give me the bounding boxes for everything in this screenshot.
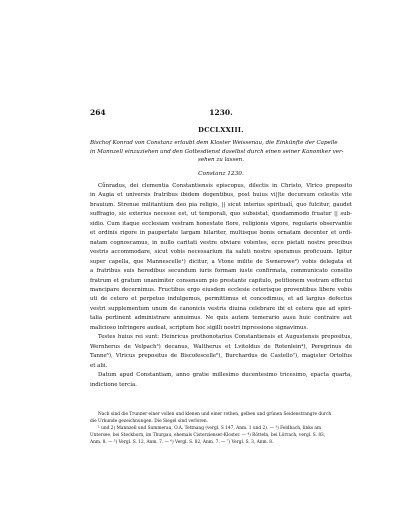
document-number: DCCLXXIII. xyxy=(198,126,244,134)
charter-line: natam cognoscamus, in nullo caritati vestre obviare volentes, ecce pietati nostre precibus xyxy=(90,239,352,246)
charter-line: talia pertinent administrare annuimus. Ne quis autem temerario ausu huic contraire aut xyxy=(90,315,352,322)
charter-line: mancipare decernimus. Fructibus ergo eiusdem ecclesie ceterisque proventibus libere vobis xyxy=(90,286,352,293)
charter-line: Datum apud Constantiam, anno gratie millesimo ducentesimo tricesimo, epacta quarta, xyxy=(98,372,352,379)
charter-line: Testes huius rei sunt: Heinricus prothonotarius Constantiensis et Augustensis prepositus, xyxy=(98,334,352,341)
summary-line: Bischof Konrad von Constanz erlaubt dem Kloster Weissenau, die Einkünfte der Capelle xyxy=(90,140,338,146)
charter-line: Cůnradus, dei clementia Constantiensis episcopus, dilectis in Christo, Vlrico preposito xyxy=(98,183,352,189)
running-year: 1230. xyxy=(209,108,233,117)
summary-line: in Mannzell einzuziehen und den Gottesdienst daselbst durch einen seiner Kanoniker ver- xyxy=(90,148,344,155)
charter-line: super capella, que Mannescelle¹) dicitur, a Vtone milite de Swnerowe²) vobis delegata et xyxy=(90,258,352,265)
charter-line: Tanne⁵), Vlricus prepositus de Biscofescelle⁶), Burchardus de Castello⁷), magister Ortolfus xyxy=(90,353,352,360)
dateline: Constanz 1230. xyxy=(198,171,244,177)
charter-line: et ordinis rigore in paupertate largam hilariter, multisque bonis ornatam decenter et ordi- xyxy=(90,230,352,237)
charter-line: uti de cetero et perpetuo indulgemus, permittimus et concedimus, et ad largius defectus xyxy=(90,296,352,303)
charter-text xyxy=(90,182,352,390)
charter-line: indictione tercia. xyxy=(90,381,137,388)
charter-line: sidio. Cum itaque ecclesiam vestram honestate flore, religionis vigore, regularis observantie xyxy=(90,220,352,227)
footnote-line: Nach sind die Trunner einer vollen und klenen und einer rothen, gelben und grünen Seidenstrangre durch xyxy=(98,412,332,417)
charter-line: et alii. xyxy=(90,362,108,369)
charter-line: malicioso infringere audeat, scriptum hoc sigilli nostri inpressione signavimus. xyxy=(90,324,309,331)
charter-line: in Augia et universis fratribus ibidem degentibus, post huius vi||te decursum celestis vite xyxy=(90,192,352,199)
footnote-line: die Urkunde gezeichnungen. Die Siegel sind verloren. xyxy=(90,419,209,424)
charter-line: suffragio, sic exterius necesse est, ut temporali, quo subsistat, quodammodo fruatur || sub- xyxy=(90,211,352,218)
charter-line: fratrum et gratum unanimiter consensum pio prestante capitulo, petitionem vestram effectui xyxy=(90,277,352,284)
charter-line: vestris accommodare, sicut vobis necessarium ita saluti nostre speramus proficuum. Igitur xyxy=(90,249,352,256)
page-number: 264 xyxy=(90,108,106,117)
footnote-line: ¹ und 2) Mannzell und Summerau, O.A. Tettnang (vergl. S 147, Anm. 1 und 2). — ³) Feldbach, links am xyxy=(98,426,322,431)
charter-line: a fratribus suis heredibus secundum iuris formam iuste confirmata, communicato consilio xyxy=(90,268,352,275)
document-summary xyxy=(90,139,352,165)
footnotes xyxy=(90,411,352,446)
charter-line: brauium. Strenue militantium deo pia religio, || sicut interius spiritualí, quo fulcitur, gaudet xyxy=(90,201,352,208)
charter-line: Wernherus de Velpach³) decanus, Waltherus et Lvitoldus de Rotenlein⁴), Peregrinus de xyxy=(90,343,352,350)
charter-line: vestri supplementum unum de canonicis vestris diuina celebrare ibi et cetera que ad spiri- xyxy=(90,305,352,312)
footnote-line: Untersee, bei Steckborn, im Thurgau, ehemals Cisterzienser-Kloster. — ⁴) Rötteln, bei Lörrach, vergl. S. 83, xyxy=(90,433,326,438)
summary-line: sehen zu lassen. xyxy=(198,157,244,164)
footnote-line: Anm. 8. — ⁵) Vergl. S. 12, Anm. 7. — ⁶) Vergl. S. 82, Anm. 7. — ⁷) Vergl. S. 3, Anm. 8. xyxy=(90,440,274,445)
